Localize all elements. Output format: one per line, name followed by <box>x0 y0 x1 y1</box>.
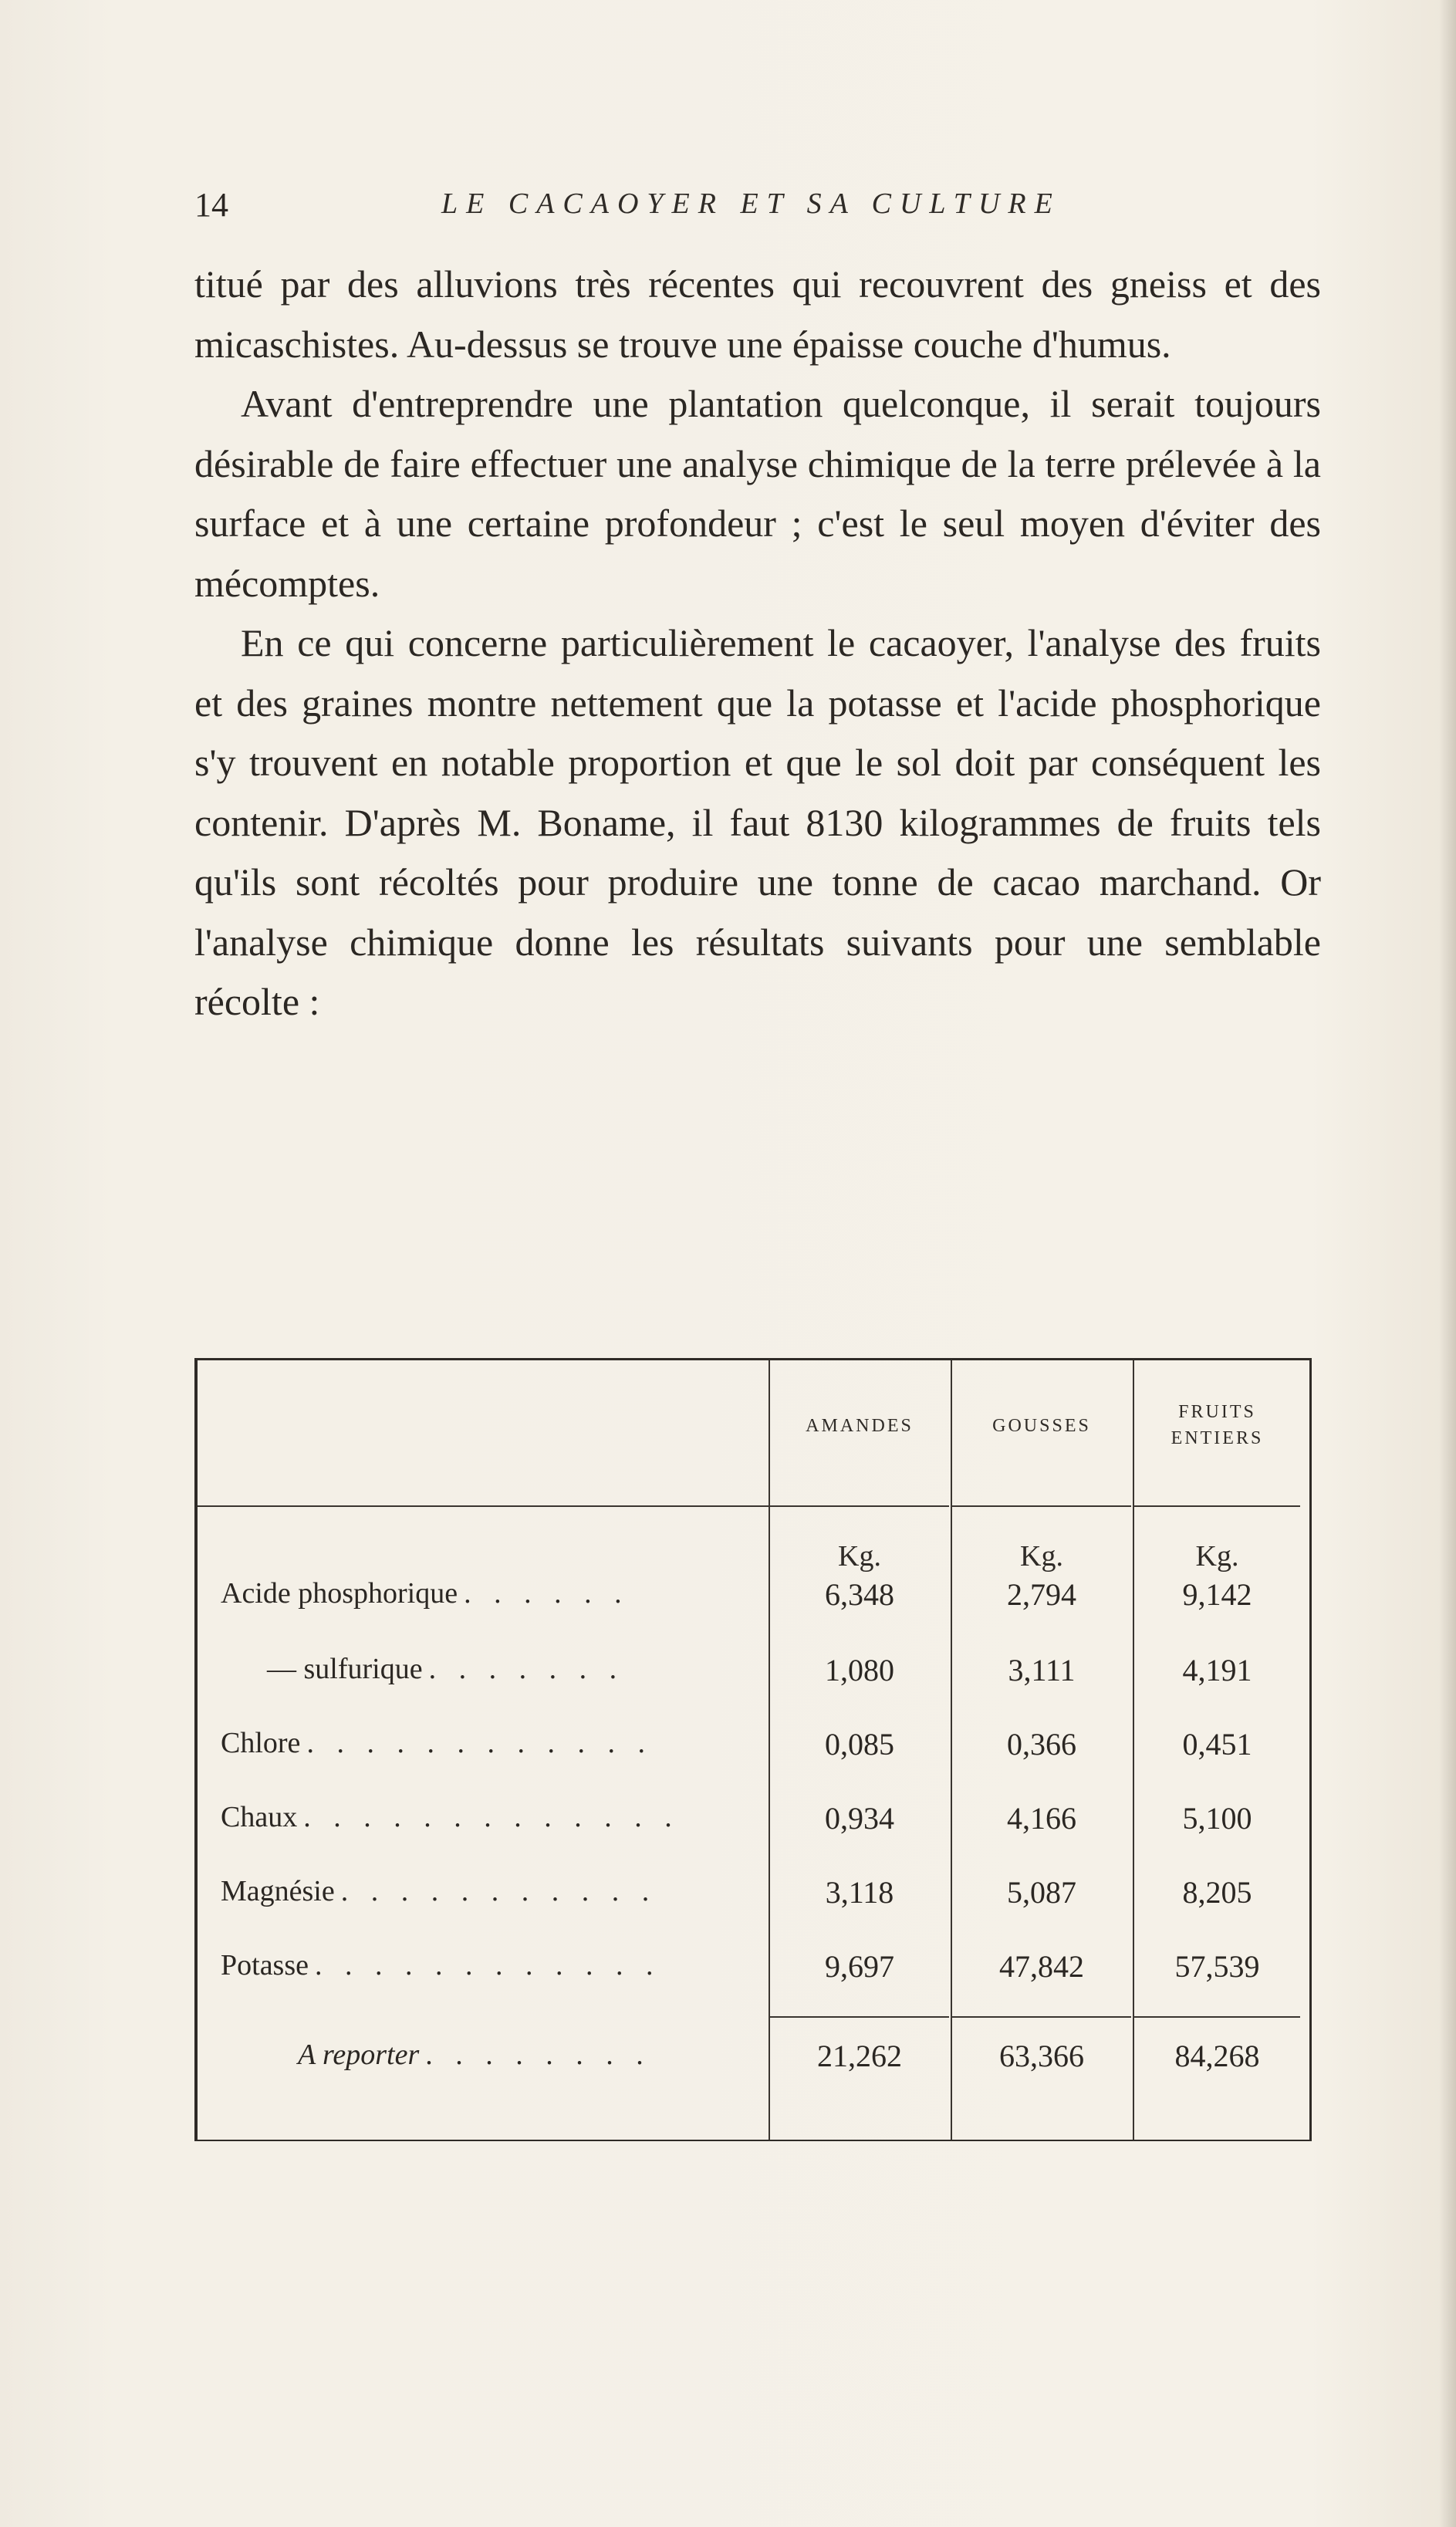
row-label <box>221 1576 630 1610</box>
row-label-text: Chaux <box>221 1801 298 1833</box>
table-cell: 5,100 <box>1182 1801 1252 1836</box>
header-rule <box>770 1505 949 1507</box>
total-row-label <box>298 2038 651 2072</box>
table-cell: 0,934 <box>825 1801 894 1836</box>
paragraph-1: titué par des alluvions très récentes qui recouvrent des gneiss et des micaschistes. Au-dessus se trouve une épaisse couche d'humus. <box>194 262 1321 366</box>
unit-label: Kg. <box>1195 1540 1239 1573</box>
page-header <box>194 185 1321 231</box>
running-title: LE CACAOYER ET SA CULTURE <box>441 187 1061 220</box>
leader-dots: . . . . . . . . <box>425 2039 651 2071</box>
total-cell: 63,366 <box>999 2039 1084 2073</box>
row-label <box>221 1948 661 1982</box>
header-rule <box>198 1505 769 1507</box>
table-cell: 0,085 <box>825 1727 894 1762</box>
table-cell: 5,087 <box>1007 1875 1076 1910</box>
page-number: 14 <box>194 186 228 224</box>
leader-dots: . . . . . . . . . . . <box>340 1875 657 1907</box>
leader-dots: . . . . . . . . . . . . <box>315 1949 661 1981</box>
leader-dots: . . . . . . . <box>428 1653 625 1685</box>
column-header-amandes: AMANDES <box>806 1416 914 1436</box>
row-label-text: Chlore <box>221 1727 301 1759</box>
leader-dots: . . . . . . . . . . . . <box>306 1727 653 1759</box>
row-label <box>221 1800 680 1834</box>
table-cell: 4,191 <box>1182 1653 1252 1687</box>
table-cell: 9,697 <box>825 1949 894 1984</box>
row-label-text: Magnésie <box>221 1875 335 1907</box>
total-rule <box>770 2016 949 2018</box>
paragraph-3: En ce qui concerne particulièrement le cacaoyer, l'analyse des fruits et des graines montre nettement que la potasse et l'acide phosphorique s'y trouvent en notable proportion et que le sol doit par conséquent les contenir. D'après M. Boname, il faut 8130 kilogrammes de fruits tels qu'ils sont récoltés pour produire une tonne de cacao marchand. Or l'analyse chimique donne les résultats suivants pour une semblable récolte : <box>194 621 1321 1023</box>
table-cell: 4,166 <box>1007 1801 1076 1836</box>
row-label <box>221 1726 653 1760</box>
paragraph-2: Avant d'entreprendre une plantation quelconque, il serait toujours désirable de faire effectuer une analyse chimique de la terre prélevée à la surface et à une certaine profondeur ; c'est le seul moyen d'éviter des mécomptes. <box>194 382 1321 605</box>
unit-label: Kg. <box>838 1540 881 1573</box>
page-edge-shadow <box>1439 0 1456 2527</box>
leader-dots: . . . . . . . . . . . . . <box>303 1801 680 1833</box>
column-header-line: FRUITS <box>1178 1402 1256 1422</box>
table-cell: 3,111 <box>1008 1653 1076 1687</box>
row-label-text: — sulfurique <box>267 1653 423 1685</box>
row-label-text: Potasse <box>221 1949 309 1981</box>
table-cell: 9,142 <box>1182 1577 1252 1612</box>
total-label-text: A reporter <box>298 2039 420 2071</box>
unit-label: Kg. <box>1020 1540 1063 1573</box>
table-cell: 6,348 <box>825 1577 894 1612</box>
header-rule <box>1134 1505 1300 1507</box>
table-cell: 3,118 <box>825 1875 894 1910</box>
column-header-gousses: GOUSSES <box>992 1416 1091 1436</box>
analysis-table <box>194 1358 1312 2141</box>
table-cell: 8,205 <box>1182 1875 1252 1910</box>
column-header-fruits-entiers <box>1134 1399 1300 1451</box>
table-cell: 0,366 <box>1007 1727 1076 1762</box>
row-label-text: Acide phosphorique <box>221 1577 458 1610</box>
total-rule <box>952 2016 1131 2018</box>
total-rule <box>1134 2016 1300 2018</box>
row-label <box>267 1652 624 1686</box>
table-cell: 0,451 <box>1182 1727 1252 1762</box>
column-header-line: ENTIERS <box>1171 1428 1264 1448</box>
total-cell: 21,262 <box>817 2039 902 2073</box>
row-label <box>221 1874 657 1908</box>
table-cell: 47,842 <box>999 1949 1084 1984</box>
table-cell: 2,794 <box>1007 1577 1076 1612</box>
body-text <box>194 255 1321 1032</box>
total-cell: 84,268 <box>1174 2039 1260 2073</box>
table-cell: 1,080 <box>825 1653 894 1687</box>
header-rule <box>952 1505 1131 1507</box>
leader-dots: . . . . . . <box>464 1577 630 1610</box>
table-cell: 57,539 <box>1174 1949 1260 1984</box>
